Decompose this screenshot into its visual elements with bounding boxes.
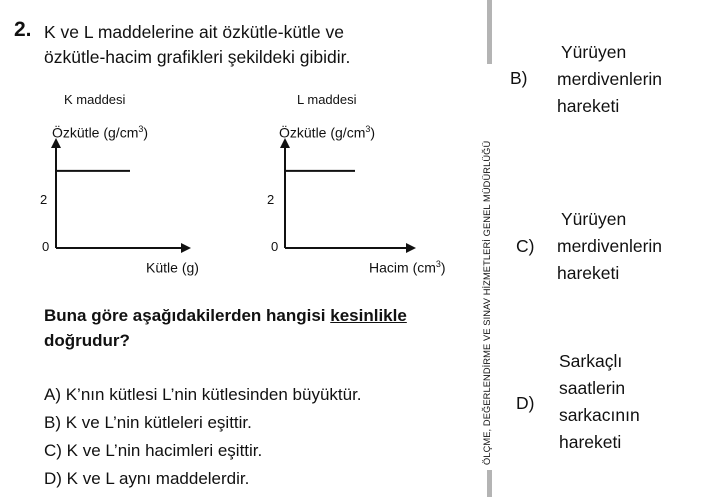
graph-k-title: K maddesi bbox=[64, 92, 126, 107]
right-option-c-letter[interactable]: C) bbox=[516, 236, 535, 256]
column-divider-top bbox=[487, 0, 492, 64]
graph-k bbox=[56, 140, 189, 248]
graph-l-x-axis: Hacim bbox=[369, 259, 409, 276]
publisher-side-text: ÖLÇME, DEĞERLENDİRME VE SINAV HİZMETLERİ GENEL MÜDÜRLÜĞÜ bbox=[482, 140, 492, 465]
graph-l-x-unit-sup: 3 bbox=[435, 259, 441, 269]
graph-k-x-axis: Kütle bbox=[146, 259, 178, 276]
graph-k-y-unit-sup: 3 bbox=[138, 124, 144, 134]
question-intro-line-2: özkütle-hacim grafikleri şekildeki gibidir. bbox=[44, 47, 351, 67]
prompt-emphasis: kesinlikle bbox=[330, 306, 407, 325]
right-option-d-line-3: sarkacının bbox=[559, 405, 640, 425]
graph-k-y-axis: Özkütle bbox=[52, 124, 100, 141]
question-number: 2. bbox=[14, 18, 32, 41]
graph-k-y-unit: (g/cm bbox=[103, 124, 139, 141]
prompt-text: Buna göre aşağıdakilerden hangisi bbox=[44, 306, 331, 325]
graph-l-tick-2: 2 bbox=[267, 192, 275, 207]
right-option-b-line-1: Yürüyen bbox=[561, 42, 627, 62]
graph-l-y-unit-sup: 3 bbox=[365, 124, 371, 134]
graph-k-x-unit: (g) bbox=[181, 259, 199, 276]
column-divider-bottom bbox=[487, 470, 492, 497]
right-option-d-line-4: hareketi bbox=[559, 432, 622, 452]
graph-k-tick-2: 2 bbox=[40, 192, 48, 207]
right-option-b-line-2: merdivenlerin bbox=[557, 69, 663, 89]
option-c[interactable]: C) K ve L’nin hacimleri eşittir. bbox=[44, 441, 263, 460]
graph-l-tick-0: 0 bbox=[271, 239, 279, 254]
graph-k-y-unit-close: ) bbox=[143, 124, 149, 141]
graph-l bbox=[285, 140, 414, 248]
right-option-d-text[interactable] bbox=[559, 348, 640, 456]
question-intro-line-1: K ve L maddelerine ait özkütle-kütle ve bbox=[44, 22, 344, 42]
graph-l-y-unit: (g/cm bbox=[330, 124, 366, 141]
graph-l-y-unit-close: ) bbox=[370, 124, 376, 141]
prompt-line-2: doğrudur? bbox=[44, 331, 130, 350]
right-option-c-text[interactable] bbox=[557, 206, 662, 287]
option-d[interactable]: D) K ve L aynı maddelerdir. bbox=[44, 469, 250, 488]
option-a[interactable]: A) K’nın kütlesi L’nin kütlesinden büyüktür. bbox=[44, 385, 362, 404]
right-option-c-line-3: hareketi bbox=[557, 263, 620, 283]
right-option-d-line-2: saatlerin bbox=[559, 378, 626, 398]
graph-l-y-axis: Özkütle bbox=[279, 124, 327, 141]
right-option-b-text[interactable] bbox=[557, 39, 662, 120]
right-option-b-letter[interactable]: B) bbox=[510, 68, 528, 88]
right-option-b-line-3: hareketi bbox=[557, 96, 620, 116]
right-option-d-line-1: Sarkaçlı bbox=[559, 351, 623, 371]
graph-l-x-unit: (cm bbox=[412, 259, 436, 276]
right-option-c-line-2: merdivenlerin bbox=[557, 236, 663, 256]
graph-k-tick-0: 0 bbox=[42, 239, 50, 254]
right-option-d-letter[interactable]: D) bbox=[516, 393, 535, 413]
graph-l-x-unit-close: ) bbox=[440, 259, 446, 276]
graph-l-title: L maddesi bbox=[297, 92, 357, 107]
question-prompt bbox=[44, 303, 407, 353]
right-option-c-line-1: Yürüyen bbox=[561, 209, 627, 229]
option-b[interactable]: B) K ve L’nin kütleleri eşittir. bbox=[44, 413, 252, 432]
